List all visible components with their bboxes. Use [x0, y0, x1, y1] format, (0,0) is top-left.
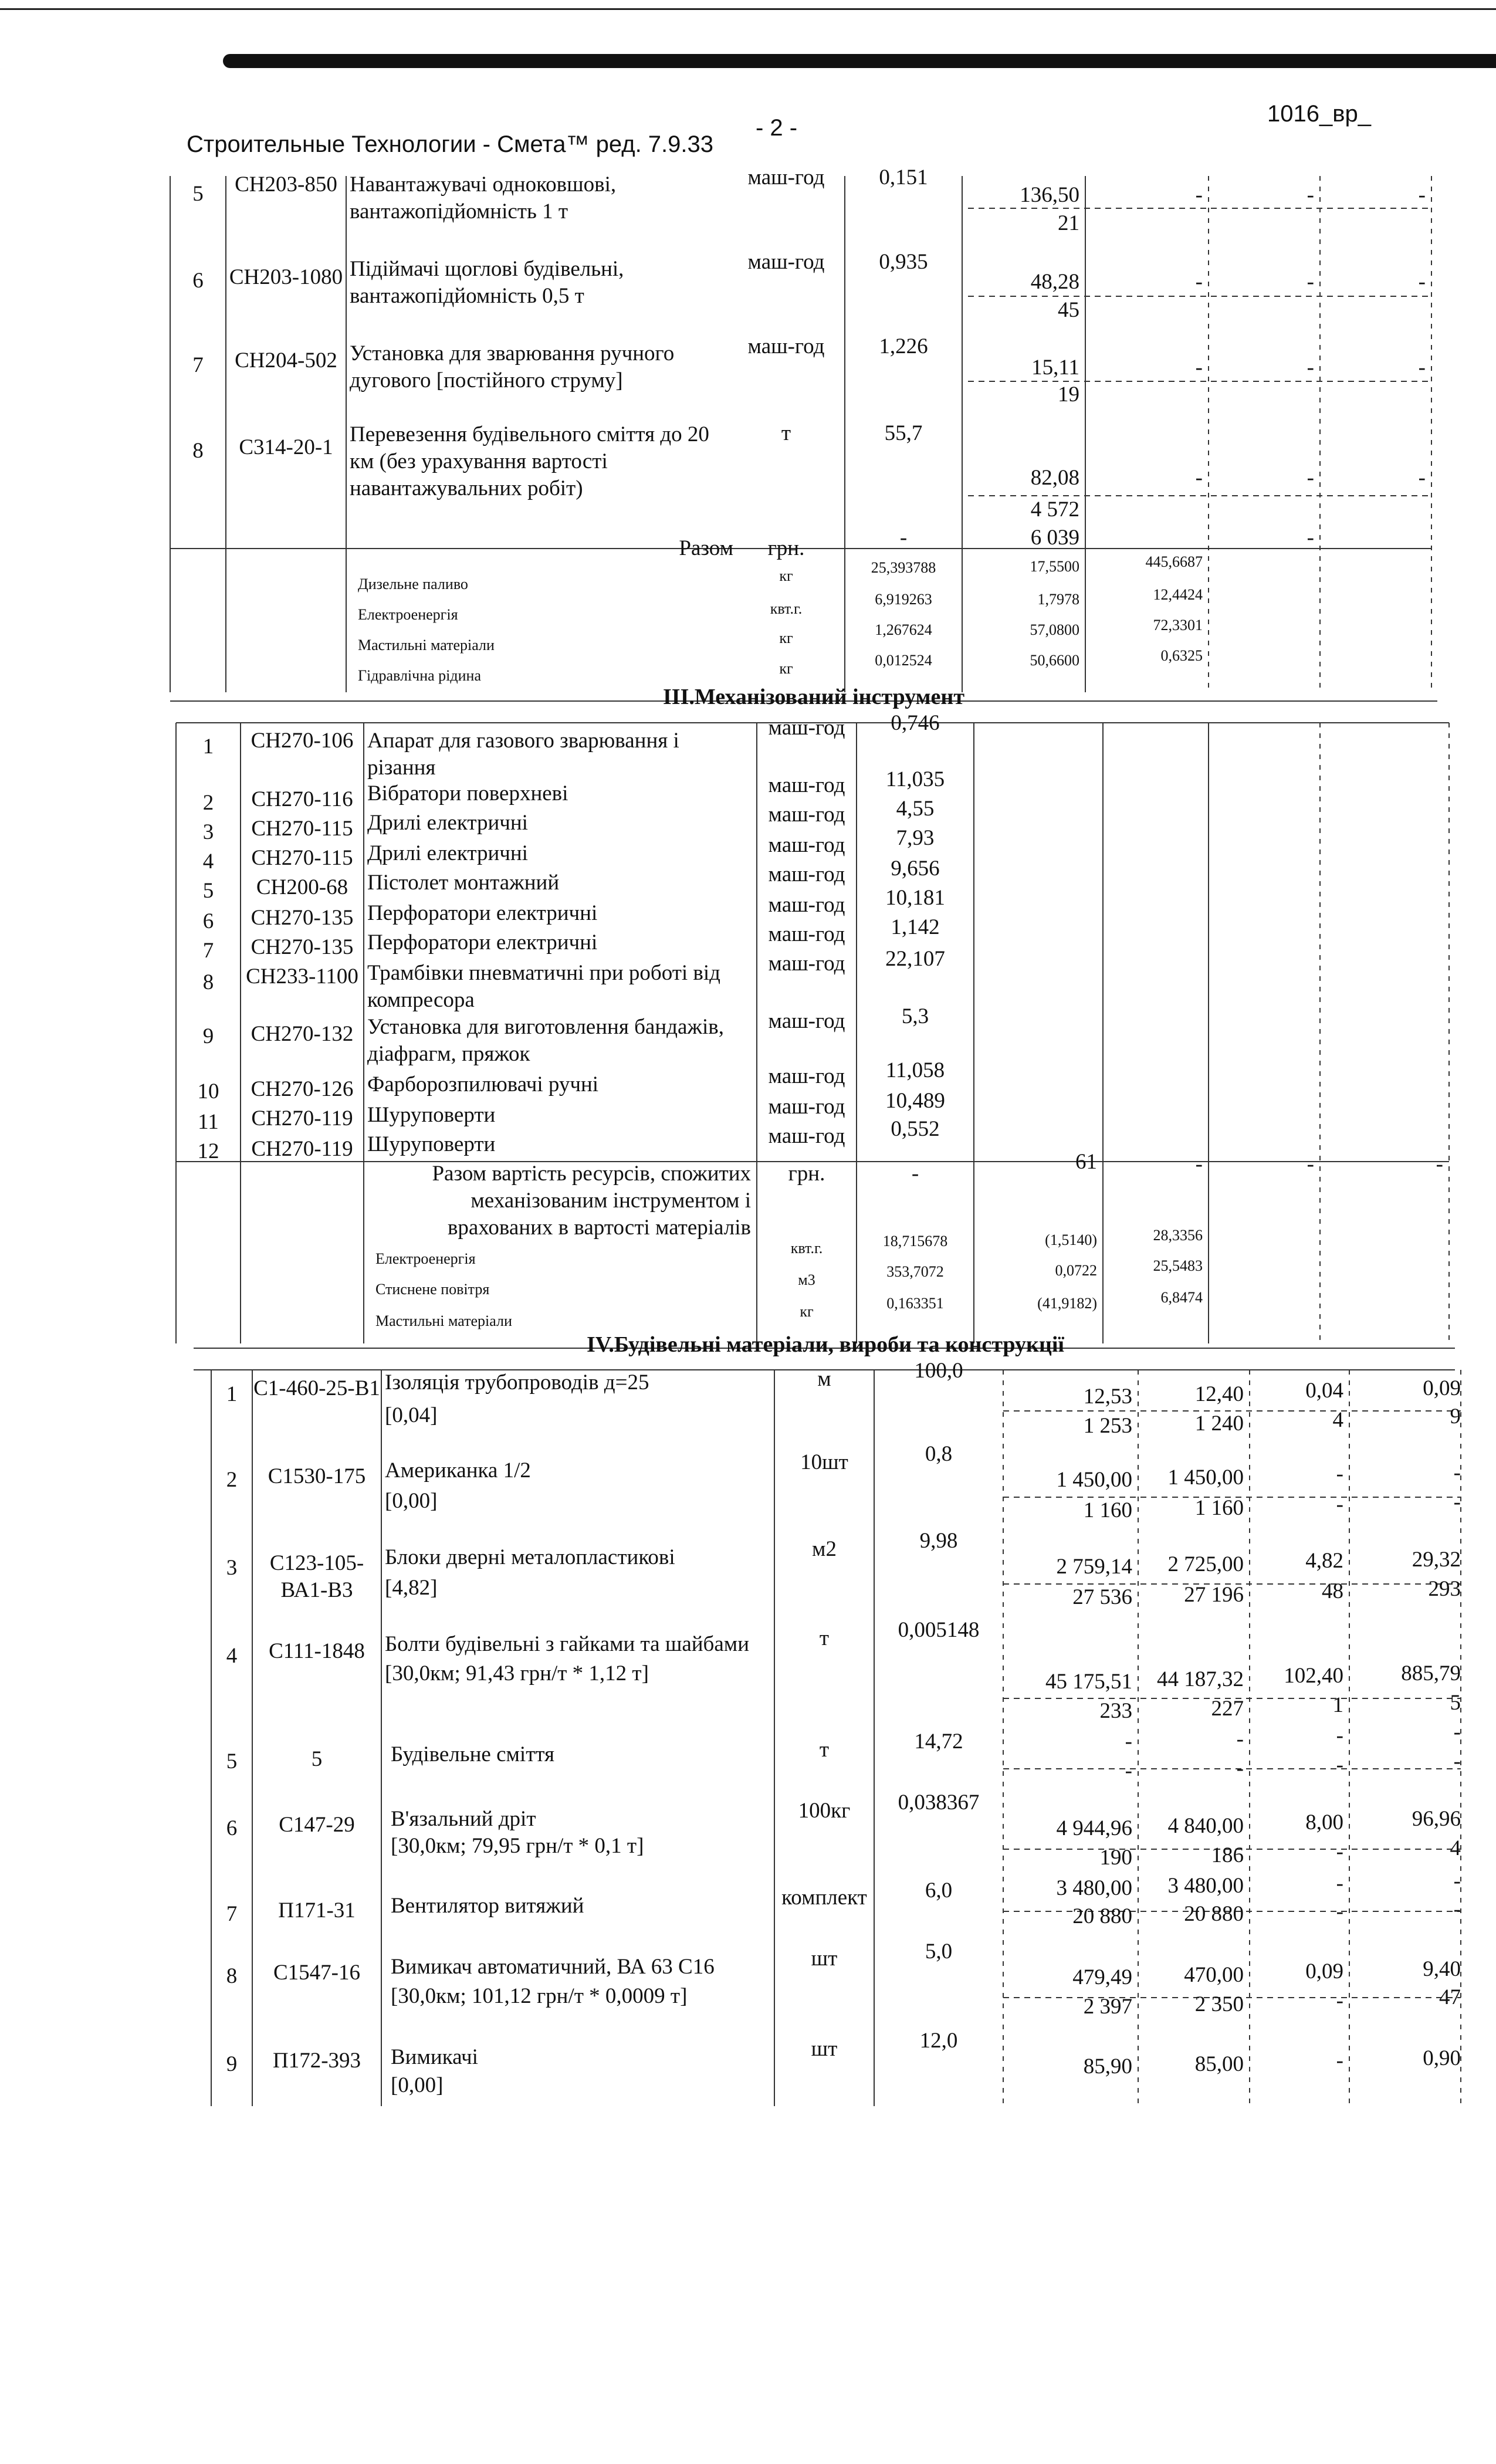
row-name: Перфоратори електричні: [367, 930, 598, 955]
dash: -: [1307, 183, 1314, 207]
resource-name: Стиснене повітря: [375, 1281, 490, 1298]
row-name: Американка 1/2: [385, 1458, 531, 1483]
sum-materials: 2 350: [1194, 1992, 1244, 2016]
price-other: -: [1453, 1869, 1461, 1893]
row-total: 45: [1058, 298, 1079, 322]
resource-sum: 445,6687: [1145, 553, 1203, 570]
row-number: 2: [202, 791, 214, 815]
row-name: Ізоляція трубопроводів д=25: [385, 1370, 649, 1395]
row-name: Шуруповерти: [367, 1132, 496, 1156]
row-unit: маш-год: [747, 250, 825, 274]
sum-transport: -: [1336, 1492, 1343, 1517]
row-qty: 1,142: [891, 915, 940, 939]
row-total: 4 572: [1030, 497, 1079, 522]
sum-total: 1 160: [1083, 1498, 1132, 1522]
dash: -: [1418, 466, 1426, 490]
sum-transport: 48: [1322, 1579, 1343, 1603]
dash: -: [1195, 466, 1203, 490]
row-code: СН270-106: [251, 729, 354, 753]
row-unit: маш-год: [768, 862, 845, 886]
row-name: Вимикачі: [391, 2045, 478, 2069]
row-code: СН270-132: [251, 1022, 354, 1046]
sum-materials: 186: [1211, 1843, 1244, 1867]
row-qty: 11,035: [885, 767, 945, 791]
price-other: 9,40: [1423, 1957, 1461, 1981]
sum-materials: 1 160: [1194, 1496, 1244, 1520]
row-number: 8: [226, 1964, 238, 1988]
row-note: [30,0км; 79,95 грн/т * 0,1 т]: [391, 1834, 644, 1858]
row-name: Вимикач автоматичний, ВА 63 С16: [391, 1955, 715, 1979]
row-number: 8: [192, 439, 204, 463]
row-name: Підіймачі щоглові будівельні, вантажопідйомність 0,5 т: [350, 257, 624, 308]
sum-total: 190: [1099, 1846, 1132, 1870]
row-number: 12: [197, 1139, 219, 1163]
row-number: 1: [226, 1382, 238, 1406]
row-code: СН270-135: [251, 906, 354, 930]
row-qty: 4,55: [896, 797, 935, 821]
dash: -: [1418, 356, 1426, 380]
dash: -: [1307, 270, 1314, 294]
row-number: 6: [202, 909, 214, 933]
price-total: 3 480,00: [1056, 1876, 1132, 1900]
resource-name: Мастильні матеріали: [375, 1312, 512, 1329]
row-qty: 10,181: [885, 886, 945, 910]
resource-price: (1,5140): [1045, 1231, 1097, 1248]
sum-total: 20 880: [1072, 1904, 1132, 1928]
price-materials: 4 840,00: [1167, 1814, 1244, 1838]
row-code: СН270-126: [251, 1077, 354, 1101]
resource-sum: 6,8474: [1160, 1289, 1203, 1306]
dash: -: [1307, 466, 1314, 490]
row-unit: шт: [811, 1947, 838, 1971]
resource-name: Електроенергія: [358, 606, 458, 623]
row-number: 4: [226, 1644, 238, 1668]
row-code: СН270-115: [251, 817, 353, 841]
row-code: СН270-119: [251, 1106, 353, 1131]
price-transport: -: [1336, 1724, 1343, 1748]
row-number: 8: [202, 970, 214, 994]
resource-unit: кг: [779, 660, 793, 677]
row-name: Апарат для газового зварювання і різання: [367, 729, 679, 780]
row-unit: т: [819, 1626, 830, 1650]
row-code: С1-460-25-В1: [253, 1376, 380, 1400]
price-transport: 0,09: [1305, 1959, 1343, 1984]
row-unit: маш-год: [768, 773, 845, 797]
row-code: СН270-116: [251, 787, 353, 811]
row-code: 5: [311, 1747, 323, 1771]
resource-sum: 72,3301: [1153, 617, 1203, 634]
document-code: 1016_вр_: [1267, 101, 1371, 127]
sum-other: 9: [1450, 1404, 1461, 1429]
resource-sum: 25,5483: [1153, 1257, 1203, 1274]
row-unit: комплект: [781, 1886, 867, 1910]
row-total: 19: [1058, 383, 1079, 407]
row-name: Фарборозпилювачі ручні: [367, 1072, 599, 1096]
row-qty: 1,226: [879, 334, 928, 358]
row-qty: 5,3: [901, 1004, 929, 1028]
sum-transport: -: [1336, 1989, 1343, 2013]
row-unit: маш-год: [768, 833, 845, 857]
dash: -: [1195, 1152, 1203, 1176]
row-unit: маш-год: [747, 165, 825, 189]
price-transport: 0,04: [1305, 1379, 1343, 1403]
row-code: С111-1848: [269, 1639, 365, 1663]
resource-sum: 28,3356: [1153, 1227, 1203, 1244]
row-name: Пістолет монтажний: [367, 871, 560, 895]
row-qty: 55,7: [884, 421, 923, 445]
sum-materials: 1 240: [1194, 1412, 1244, 1436]
total-sum: 61: [1075, 1150, 1097, 1174]
row-number: 9: [226, 2052, 238, 2076]
row-unit: маш-год: [768, 922, 845, 946]
sum-materials: 227: [1211, 1697, 1244, 1721]
sum-total: 27 536: [1072, 1585, 1132, 1609]
row-unit: маш-год: [768, 1009, 845, 1033]
dash: -: [1307, 1152, 1314, 1176]
price-total: -: [1125, 1729, 1132, 1754]
price-total: 1 450,00: [1056, 1468, 1132, 1492]
row-name: Навантажувачі одноковшові, вантажопідйомність 1 т: [350, 172, 617, 224]
price-other: 29,32: [1412, 1548, 1461, 1572]
total-qty: -: [911, 1162, 919, 1186]
resource-price: 0,0722: [1055, 1262, 1097, 1279]
price-other: 96,96: [1412, 1807, 1461, 1831]
dash: -: [1195, 356, 1203, 380]
row-code: П171-31: [278, 1898, 356, 1923]
price-transport: 102,40: [1284, 1664, 1343, 1688]
row-code: СН270-135: [251, 935, 354, 959]
resource-price: 57,0800: [1030, 621, 1079, 638]
sum-other: -: [1453, 1490, 1461, 1514]
sum-materials: -: [1236, 1756, 1244, 1781]
row-name: Установка для виготовлення бандажів, діафрагм, пряжок: [367, 1015, 724, 1066]
row-total: 21: [1058, 211, 1079, 235]
price-materials: 1 450,00: [1167, 1465, 1244, 1490]
row-number: 1: [202, 735, 214, 759]
row-number: 7: [226, 1902, 238, 1926]
row-qty: 0,005148: [898, 1618, 980, 1642]
price-total: 2 759,14: [1056, 1555, 1132, 1579]
resource-name: Електроенергія: [375, 1250, 476, 1267]
price-other: 885,79: [1401, 1661, 1461, 1685]
sum-total: 1 253: [1083, 1414, 1132, 1438]
row-number: 7: [202, 939, 214, 963]
price-total: 479,49: [1072, 1965, 1132, 1989]
price-materials: 3 480,00: [1167, 1874, 1244, 1898]
row-name: Трамбівки пневматичні при роботі від компресора: [367, 961, 720, 1012]
row-name: Будівельне сміття: [391, 1742, 555, 1766]
row-unit: т: [781, 421, 791, 445]
row-code: С314-20-1: [239, 435, 333, 459]
resource-name: Гідравлічна рідина: [358, 667, 482, 684]
resource-price: (41,9182): [1037, 1295, 1097, 1312]
row-unit: 10шт: [800, 1450, 848, 1474]
price-other: 0,90: [1423, 2046, 1461, 2070]
sum-transport: -: [1336, 1900, 1343, 1924]
resource-qty: 18,715678: [882, 1233, 948, 1250]
resource-name: Мастильні матеріали: [358, 637, 495, 654]
price-materials: 12,40: [1194, 1382, 1244, 1406]
price-transport: -: [1336, 1462, 1343, 1486]
price-materials: 470,00: [1184, 1963, 1244, 1987]
price-materials: -: [1236, 1727, 1244, 1751]
price-transport: 4,82: [1305, 1549, 1343, 1573]
price-other: -: [1453, 1461, 1461, 1485]
row-qty: 6,0: [925, 1879, 953, 1903]
row-name: Блоки дверні металопластикові: [385, 1545, 675, 1569]
row-price: 136,50: [1020, 183, 1079, 207]
dash: -: [1307, 526, 1314, 550]
row-note: [30,0км; 91,43 грн/т * 1,12 т]: [385, 1661, 649, 1685]
row-qty: 12,0: [919, 2029, 958, 2053]
row-code: СН200-68: [256, 875, 348, 899]
price-transport: 8,00: [1305, 1810, 1343, 1835]
price-total: 4 944,96: [1056, 1816, 1132, 1840]
row-name: Болти будівельні з гайками та шайбами: [385, 1632, 750, 1656]
resource-sum: 0,6325: [1160, 647, 1203, 664]
total-sum: 6 039: [1030, 526, 1079, 550]
row-number: 5: [192, 182, 204, 206]
resource-qty: 6,919263: [875, 591, 932, 608]
row-qty: 7,93: [896, 826, 935, 850]
row-unit: маш-год: [768, 893, 845, 917]
dash: -: [1195, 270, 1203, 294]
sum-other: 5: [1450, 1691, 1461, 1715]
row-note: [30,0км; 101,12 грн/т * 0,0009 т]: [391, 1984, 688, 2008]
row-qty: 0,935: [879, 250, 928, 274]
sum-transport: -: [1336, 1753, 1343, 1777]
row-qty: 22,107: [885, 947, 945, 971]
total-qty: -: [899, 526, 908, 550]
section3-title: III.Механізований інструмент: [663, 685, 964, 709]
row-price: 82,08: [1030, 466, 1079, 490]
row-unit: м: [817, 1367, 831, 1391]
row-qty: 10,489: [885, 1089, 945, 1113]
price-total: 12,53: [1083, 1385, 1132, 1409]
row-name: Шуруповерти: [367, 1103, 496, 1127]
row-qty: 0,8: [925, 1442, 953, 1466]
row-name: Перевезення будівельного сміття до 20 км (без урахування вартості навантажувальних робіт): [350, 422, 709, 500]
sum-other: -: [1453, 1897, 1461, 1921]
row-qty: 0,552: [891, 1117, 940, 1141]
resource-sum: 12,4424: [1153, 586, 1203, 603]
row-name: В'язальний дріт: [391, 1807, 536, 1831]
row-number: 7: [192, 353, 204, 377]
price-total: 85,90: [1083, 2055, 1132, 2079]
row-code: С123-105-ВА1-В3: [269, 1551, 364, 1602]
total-label: Разом: [679, 536, 733, 560]
row-name: Перфоратори електричні: [367, 901, 598, 925]
row-qty: 0,151: [879, 165, 928, 189]
resource-qty: 0,163351: [886, 1295, 944, 1312]
row-qty: 100,0: [914, 1359, 963, 1383]
row-code: СН270-119: [251, 1137, 353, 1161]
row-unit: маш-год: [768, 1064, 845, 1088]
sum-total: -: [1125, 1759, 1132, 1783]
row-name: Вентилятор витяжий: [391, 1894, 584, 1918]
row-unit: м2: [812, 1537, 837, 1561]
sum-transport: 1: [1332, 1693, 1343, 1717]
row-code: СН204-502: [235, 348, 337, 373]
row-number: 10: [197, 1079, 219, 1104]
dash: -: [1418, 183, 1426, 207]
section4-title: IV.Будівельні матеріали, вироби та конструкції: [587, 1332, 1064, 1357]
resource-price: 1,7978: [1037, 591, 1079, 608]
resource-name: Дизельне паливо: [358, 576, 468, 593]
dash: -: [1307, 356, 1314, 380]
price-total: 45 175,51: [1045, 1670, 1132, 1694]
row-name: Установка для зварювання ручного дугового [постійного струму]: [350, 341, 675, 392]
sum-other: -: [1453, 1749, 1461, 1773]
row-unit: маш-год: [768, 1124, 845, 1148]
row-code: С147-29: [279, 1813, 355, 1837]
price-transport: -: [1336, 2049, 1343, 2073]
row-number: 6: [192, 269, 204, 293]
row-qty: 14,72: [914, 1729, 963, 1754]
row-qty: 0,038367: [898, 1791, 980, 1815]
sum-other: 4: [1450, 1836, 1461, 1860]
resource-unit: кг: [779, 629, 793, 647]
price-materials: 2 725,00: [1167, 1552, 1244, 1576]
row-code: С1530-175: [268, 1464, 366, 1488]
row-code: СН233-1100: [246, 964, 358, 989]
row-number: 2: [226, 1468, 238, 1492]
row-qty: 0,746: [891, 711, 940, 735]
row-price: 15,11: [1031, 356, 1079, 380]
total-label: Разом вартість ресурсів, спожитих механізованим інструментом і врахованих в вартості матеріалів: [432, 1162, 751, 1240]
row-number: 5: [202, 879, 214, 903]
row-number: 3: [202, 820, 214, 844]
sum-other: 293: [1428, 1577, 1461, 1601]
resource-unit: м3: [798, 1271, 815, 1288]
row-qty: 11,058: [885, 1058, 945, 1082]
row-unit: маш-год: [768, 952, 845, 976]
sum-transport: -: [1336, 1840, 1343, 1864]
dash: -: [1418, 270, 1426, 294]
sum-transport: 4: [1332, 1408, 1343, 1432]
row-note: [0,00]: [385, 1489, 438, 1513]
row-code: СН270-115: [251, 846, 353, 870]
total-unit: грн.: [767, 536, 805, 560]
resource-unit: квт.г.: [770, 600, 803, 617]
row-note: [4,82]: [385, 1576, 438, 1600]
resource-qty: 25,393788: [871, 559, 936, 576]
resource-price: 50,6600: [1030, 652, 1079, 669]
row-code: С1547-16: [273, 1961, 360, 1985]
row-name: Дрилі електричні: [367, 811, 528, 835]
dash: -: [1195, 183, 1203, 207]
row-unit: маш-год: [768, 1095, 845, 1119]
page-number: - 2 -: [756, 115, 798, 141]
row-number: 5: [226, 1749, 238, 1773]
row-note: [0,04]: [385, 1403, 438, 1427]
row-name: Дрилі електричні: [367, 841, 528, 865]
price-materials: 44 187,32: [1157, 1667, 1244, 1691]
row-price: 48,28: [1030, 270, 1079, 294]
row-code: П172-393: [272, 2049, 361, 2073]
resource-unit: квт.г.: [790, 1240, 823, 1257]
row-qty: 5,0: [925, 1940, 953, 1964]
price-transport: -: [1336, 1871, 1343, 1896]
row-qty: 9,98: [919, 1529, 958, 1553]
dash: -: [1436, 1152, 1443, 1176]
sum-total: 2 397: [1083, 1995, 1132, 2019]
row-unit: маш-год: [768, 716, 845, 740]
row-number: 9: [202, 1024, 214, 1048]
row-code: СН203-1080: [229, 265, 343, 289]
row-unit: т: [819, 1738, 830, 1762]
row-note: [0,00]: [391, 2073, 444, 2097]
resource-qty: 0,012524: [875, 652, 932, 669]
sum-other: 47: [1439, 1985, 1461, 2009]
price-other: -: [1453, 1720, 1461, 1744]
row-unit: маш-год: [768, 803, 845, 827]
resource-qty: 353,7072: [886, 1263, 944, 1280]
row-unit: 100кг: [798, 1799, 851, 1823]
sum-total: 233: [1099, 1699, 1132, 1723]
resource-unit: кг: [800, 1303, 814, 1320]
row-number: 3: [226, 1556, 238, 1580]
program-header: Строительные Технологии - Смета™ ред. 7.9.33: [187, 131, 714, 157]
row-code: СН203-850: [235, 172, 337, 197]
sum-materials: 27 196: [1184, 1583, 1244, 1607]
row-unit: шт: [811, 2037, 838, 2061]
price-materials: 85,00: [1194, 2052, 1244, 2076]
sum-materials: 20 880: [1184, 1902, 1244, 1926]
row-number: 11: [198, 1110, 219, 1134]
resource-price: 17,5500: [1030, 558, 1079, 575]
row-number: 4: [202, 849, 214, 874]
total-unit: грн.: [788, 1162, 825, 1186]
price-other: 0,09: [1423, 1376, 1461, 1400]
row-unit: маш-год: [747, 334, 825, 358]
row-number: 6: [226, 1816, 238, 1840]
row-qty: 9,656: [891, 857, 940, 881]
resource-qty: 1,267624: [875, 621, 932, 638]
row-name: Вібратори поверхневі: [367, 781, 568, 805]
resource-unit: кг: [779, 567, 793, 584]
